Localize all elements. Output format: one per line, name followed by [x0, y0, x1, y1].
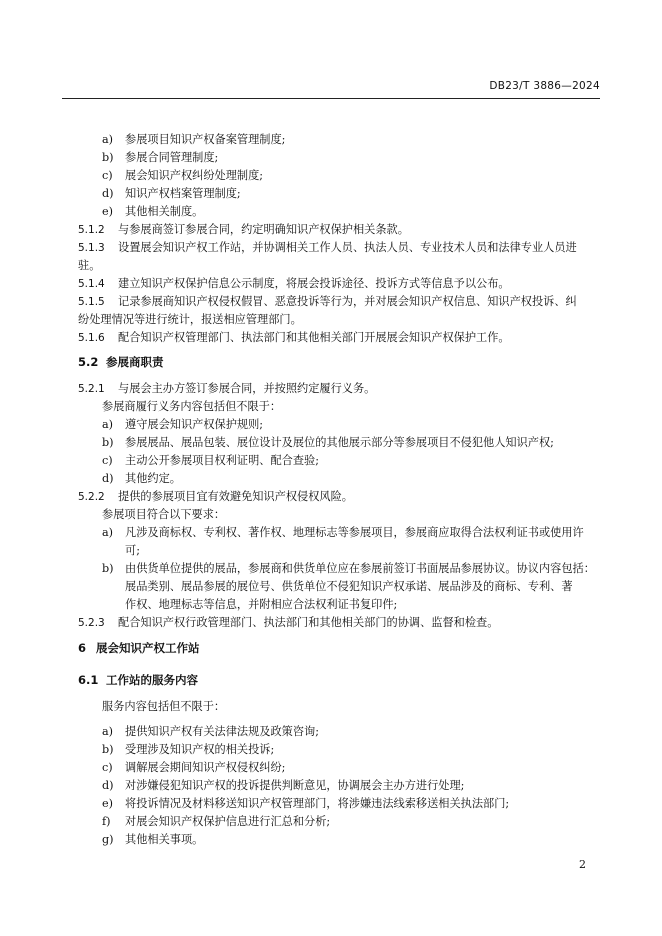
- list-item: f) 对展会知识产权保护信息进行汇总和分析;: [102, 815, 331, 828]
- list-item: d) 知识产权档案管理制度;: [102, 187, 241, 200]
- clause-5-2-2: 5.2.2 提供的参展项目宜有效避免知识产权侵权风险。: [78, 490, 353, 503]
- clause-5-1-4: 5.1.4 建立知识产权保护信息公示制度，将展会投诉途径、投诉方式等信息予以公布。: [78, 277, 510, 290]
- list-item: b) 受理涉及知识产权的相关投诉;: [102, 743, 275, 756]
- list-item-continuation: 可;: [125, 544, 140, 557]
- section-intro: 服务内容包括但不限于：: [102, 700, 226, 713]
- list-item: b) 参展合同管理制度;: [102, 151, 219, 164]
- section-heading-6-1: 6.1 工作站的服务内容: [78, 673, 198, 687]
- clause-intro: 参展商履行义务内容包括但不限于：: [102, 400, 282, 413]
- list-item-continuation: 作权、地理标志等信息，并附相应合法权利证书复印件;: [125, 598, 398, 611]
- list-item: g) 其他相关事项。: [102, 833, 204, 846]
- clause-5-1-2: 5.1.2 与参展商签订参展合同，约定明确知识产权保护相关条款。: [78, 223, 409, 236]
- section-heading-5-2: 5.2 参展商职责: [78, 355, 164, 369]
- page-number: 2: [579, 858, 586, 871]
- list-item: e) 其他相关制度。: [102, 205, 204, 218]
- list-item: b) 由供货单位提供的展品，参展商和供货单位应在参展前签订书面展品参展协议。协议内容包括：: [102, 562, 595, 575]
- list-item: a) 凡涉及商标权、专利权、著作权、地理标志等参展项目，参展商应取得合法权利证书或使用许: [102, 526, 584, 539]
- list-item: a) 参展项目知识产权备案管理制度;: [102, 133, 286, 146]
- clause-5-1-3: 5.1.3 设置展会知识产权工作站，并协调相关工作人员、执法人员、专业技术人员和法律专业人员进: [78, 241, 577, 254]
- clause-5-1-6: 5.1.6 配合知识产权管理部门、执法部门和其他相关部门开展展会知识产权保护工作。: [78, 331, 510, 344]
- clause-intro: 参展项目符合以下要求：: [102, 508, 226, 521]
- header-rule: [62, 98, 600, 99]
- document-id-header: DB23/T 3886—2024: [489, 80, 600, 92]
- list-item: c) 展会知识产权纠纷处理制度;: [102, 169, 264, 182]
- list-item: a) 遵守展会知识产权保护规则;: [102, 418, 264, 431]
- list-item: d) 对涉嫌侵犯知识产权的投诉提供判断意见，协调展会主办方进行处理;: [102, 779, 465, 792]
- clause-continuation: 驻。: [78, 259, 101, 272]
- clause-5-2-1: 5.2.1 与展会主办方签订参展合同，并按照约定履行义务。: [78, 382, 376, 395]
- clause-5-2-3: 5.2.3 配合知识产权行政管理部门、执法部门和其他相关部门的协调、监督和检查。: [78, 616, 499, 629]
- list-item: c) 主动公开参展项目权利证明、配合查验;: [102, 454, 319, 467]
- list-item-continuation: 展品类别、展品参展的展位号、供货单位不侵犯知识产权承诺、展品涉及的商标、专利、著: [125, 580, 573, 593]
- list-item: c) 调解展会期间知识产权侵权纠纷;: [102, 761, 286, 774]
- list-item: a) 提供知识产权有关法律法规及政策咨询;: [102, 725, 319, 738]
- list-item: b) 参展展品、展品包装、展位设计及展位的其他展示部分等参展项目不侵犯他人知识产权;: [102, 436, 554, 449]
- clause-continuation: 纷处理情况等进行统计，报送相应管理部门。: [78, 313, 302, 326]
- list-item: e) 将投诉情况及材料移送知识产权管理部门，将涉嫌违法线索移送相关执法部门;: [102, 797, 510, 810]
- section-heading-6: 6 展会知识产权工作站: [78, 641, 200, 655]
- clause-5-1-5: 5.1.5 记录参展商知识产权侵权假冒、恶意投诉等行为，并对展会知识产权信息、知识产权投诉、纠: [78, 295, 577, 308]
- list-item: d) 其他约定。: [102, 472, 181, 485]
